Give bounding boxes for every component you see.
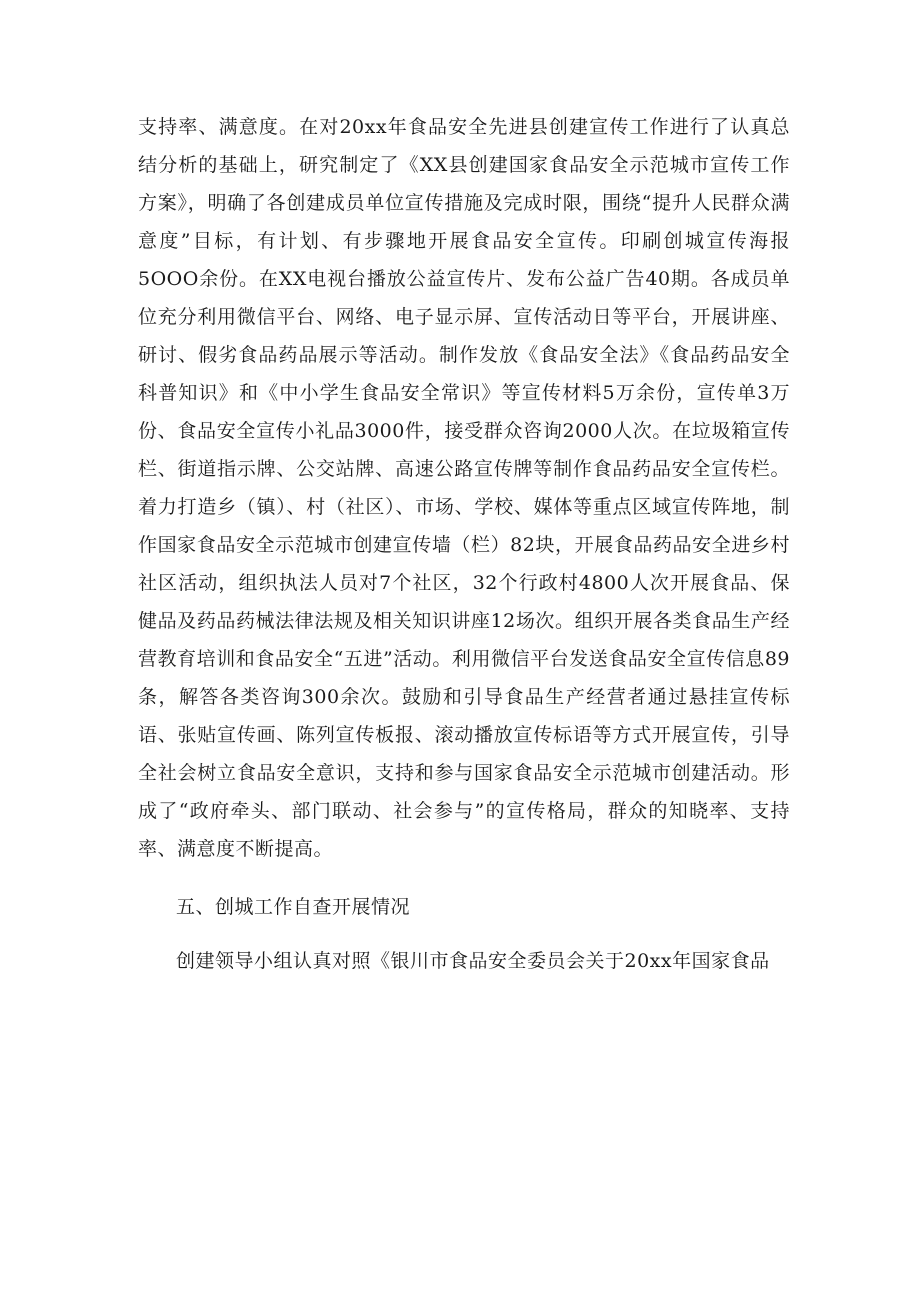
document-body <box>138 108 790 980</box>
section-heading: 五、创城工作自查开展情况 <box>176 896 411 918</box>
body-paragraph: 支持率、满意度。在对20xx年食品安全先进县创建宣传工作进行了认真总结分析的基础上，研究制定了《XX县创建国家食品安全示范城市宣传工作方案》，明确了各创建成员单位宣传措施及完成时限，围绕“提升人民群众满意度”目标，有计划、有步骤地开展食品安全宣传。印刷创城宣传海报5OOO余份。在XX电视台播放公益宣传片、发布公益广告40期。各成员单位充分利用微信平台、网络、电子显示屏、宣传活动日等平台，开展讲座、研讨、假劣食品药品展示等活动。制作发放《食品安全法》《食品药品安全科普知识》和《中小学生食品安全常识》等宣传材料5万余份，宣传单3万份、食品安全宣传小礼品3000件，接受群众咨询2000人次。在垃圾箱宣传栏、街道指示牌、公交站牌、高速公路宣传牌等制作食品药品安全宣传栏。着力打造乡（镇）、村（社区）、市场、学校、媒体等重点区域宣传阵地，制作国家食品安全示范城市创建宣传墙（栏）82块，开展食品药品安全进乡村社区活动，组织执法人员对7个社区，32个行政村4800人次开展食品、保健品及药品药械法律法规及相关知识讲座12场次。组织开展各类食品生产经营教育培训和食品安全“五进”活动。利用微信平台发送食品安全宣传信息89条，解答各类咨询300余次。鼓励和引导食品生产经营者通过悬挂宣传标语、张贴宣传画、陈列宣传板报、滚动播放宣传标语等方式开展宣传，引导全社会树立食品安全意识，支持和参与国家食品安全示范城市创建活动。形成了“政府牵头、部门联动、社会参与”的宣传格局，群众的知晓率、支持率、满意度不断提高。 <box>138 116 790 860</box>
body-paragraph: 创建领导小组认真对照《银川市食品安全委员会关于20xx年国家食品 <box>176 950 770 972</box>
